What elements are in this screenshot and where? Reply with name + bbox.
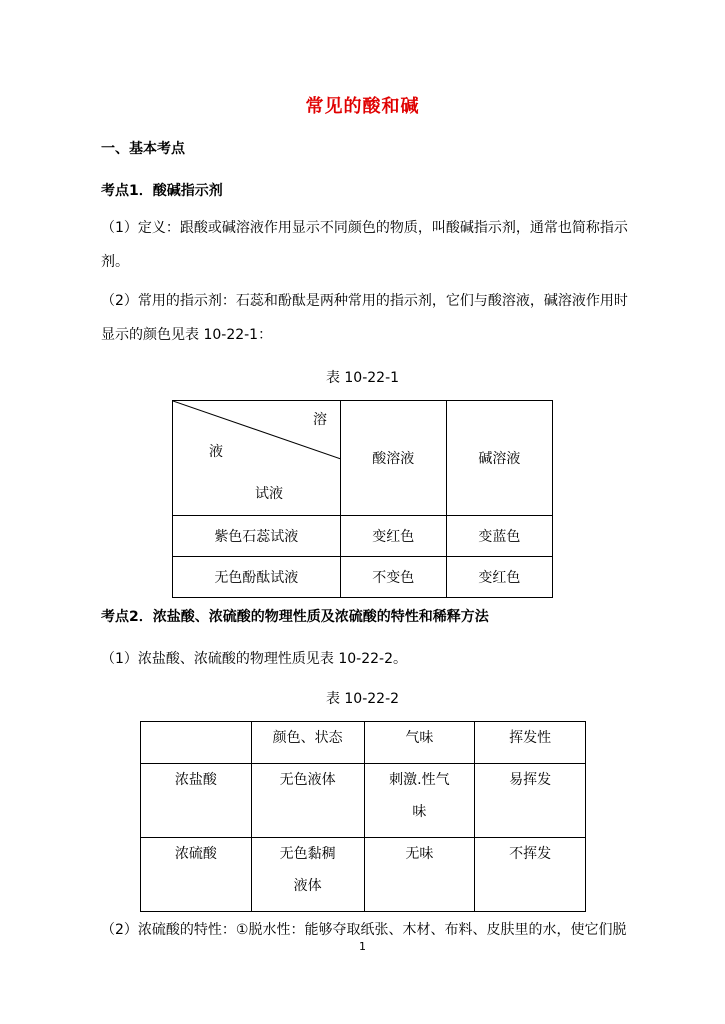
cell-line: 液体 xyxy=(293,878,322,894)
cell-line: 味 xyxy=(412,804,427,820)
diag-label-mid: 液 xyxy=(209,444,223,460)
cell-smell xyxy=(364,838,475,912)
page-number: 1 xyxy=(359,940,366,953)
kp1-p1-line1: （1）定义：跟酸或碱溶液作用显示不同颜色的物质，叫酸碱指示剂，通常也简称指示 xyxy=(101,220,628,236)
diag-label-top: 溶 xyxy=(313,412,327,428)
document-title: 常见的酸和碱 xyxy=(305,96,420,117)
col-header-base: 碱溶液 xyxy=(446,401,552,516)
row-name: 无色酚酞试液 xyxy=(173,557,341,598)
cell-color-state xyxy=(251,764,364,838)
kp1-p2-line1: （2）常用的指示剂：石蕊和酚酞是两种常用的指示剂，它们与酸溶液，碱溶液作用时 xyxy=(101,293,628,309)
diag-label-bottom: 试液 xyxy=(255,486,283,502)
table-row xyxy=(173,557,553,598)
cell-smell xyxy=(364,764,475,838)
kp1-p1-line2: 剂。 xyxy=(101,254,129,270)
cell-color-state xyxy=(251,838,364,912)
kp1-paragraph-1 xyxy=(101,211,628,279)
cell-acid: 变红色 xyxy=(340,516,446,557)
cell-line: 无色液体 xyxy=(279,772,336,788)
table-row xyxy=(141,838,586,912)
header-volatility: 挥发性 xyxy=(475,722,586,764)
cell-base: 变蓝色 xyxy=(446,516,552,557)
indicator-table xyxy=(172,400,553,598)
table1-caption: 表 10-22-1 xyxy=(325,370,400,386)
acid-properties-table xyxy=(140,721,586,912)
kp2-heading: 考点2．浓盐酸、浓硫酸的物理性质及浓硫酸的特性和稀释方法 xyxy=(101,609,489,625)
diagonal-header-cell xyxy=(173,401,341,516)
header-color-state: 颜色、状态 xyxy=(251,722,364,764)
table-header-row xyxy=(141,722,586,764)
cell-base: 变红色 xyxy=(446,557,552,598)
kp2-paragraph-1: （1）浓盐酸、浓硫酸的物理性质见表 10-22-2。 xyxy=(101,651,407,667)
cell-volatility: 不挥发 xyxy=(475,838,586,912)
cell-line: 刺激.性气 xyxy=(389,772,450,788)
cell-volatility: 易挥发 xyxy=(475,764,586,838)
kp1-paragraph-2 xyxy=(101,284,628,352)
row-name: 浓硫酸 xyxy=(141,838,252,912)
last-paragraph: （2）浓硫酸的特性：①脱水性：能够夺取纸张、木材、布料、皮肤里的水，使它们脱 xyxy=(101,922,627,938)
row-name: 浓盐酸 xyxy=(141,764,252,838)
table2-caption: 表 10-22-2 xyxy=(325,691,400,707)
col-header-acid: 酸溶液 xyxy=(340,401,446,516)
row-name: 紫色石蕊试液 xyxy=(173,516,341,557)
table-header-row xyxy=(173,401,553,516)
header-empty xyxy=(141,722,252,764)
table-row xyxy=(173,516,553,557)
cell-line: 无味 xyxy=(405,846,434,862)
cell-line: 无色黏稠 xyxy=(279,846,336,862)
section-heading: 一、基本考点 xyxy=(101,141,185,157)
kp1-heading: 考点1．酸碱指示剂 xyxy=(101,183,223,199)
header-smell: 气味 xyxy=(364,722,475,764)
kp1-p2-line2: 显示的颜色见表 10-22-1： xyxy=(101,327,273,343)
table-row xyxy=(141,764,586,838)
cell-acid: 不变色 xyxy=(340,557,446,598)
